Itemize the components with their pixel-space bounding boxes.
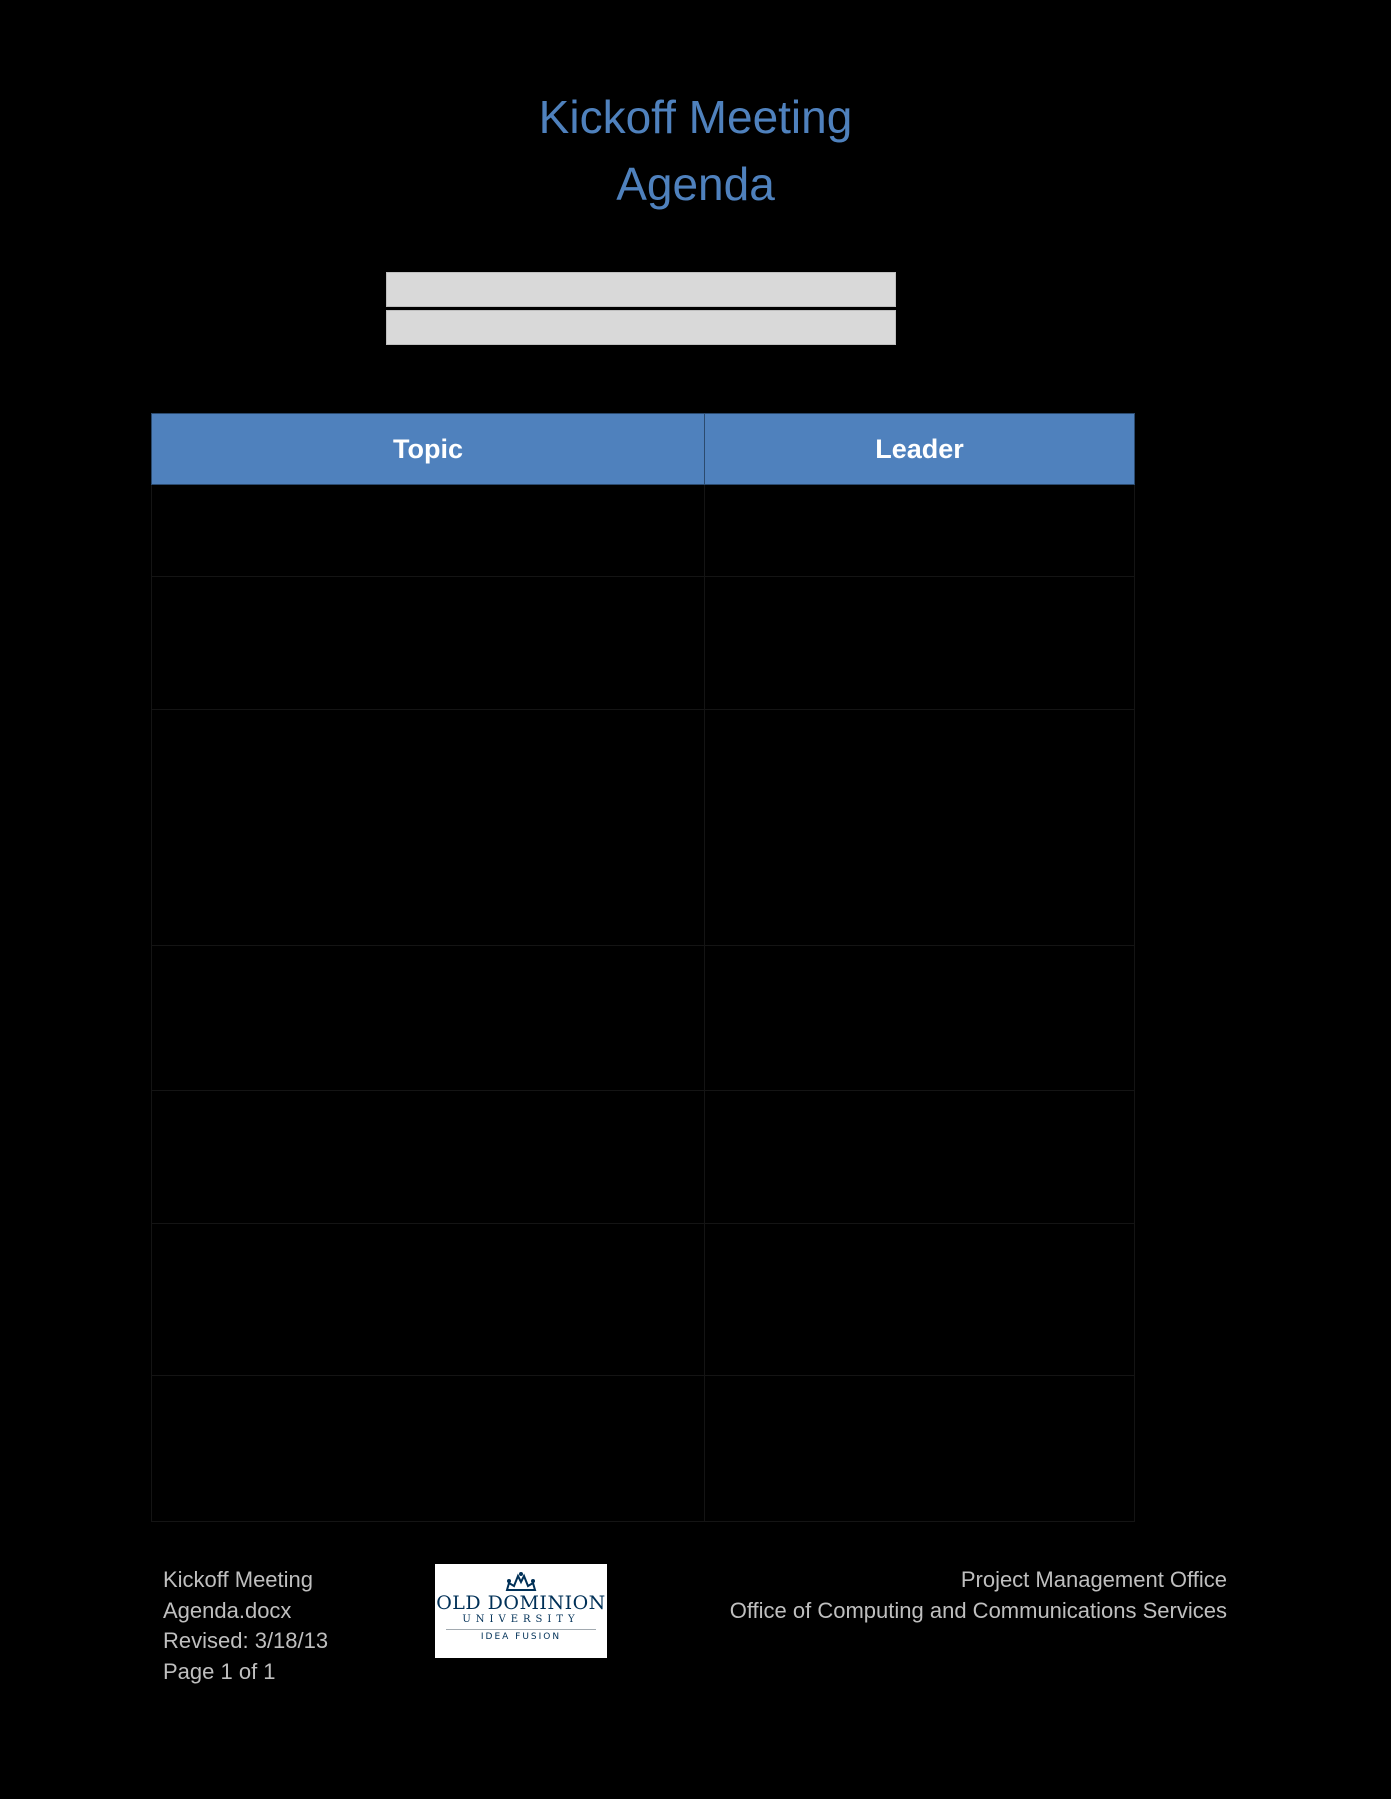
topic-question: What might get in the way of success? — [164, 1297, 540, 1322]
footer-doc-title: Kickoff Meeting — [163, 1567, 314, 1592]
agenda-row — [152, 485, 1135, 577]
subitem-marker: 1. — [213, 988, 232, 1014]
topic-cell — [152, 710, 705, 946]
subitem-marker: 3. — [213, 1049, 232, 1075]
leader-column-header: Leader — [705, 414, 1135, 485]
subitem-text: Project Teams — [244, 1133, 383, 1159]
subitem-marker: - — [224, 1418, 232, 1444]
topic-subitem — [164, 1017, 694, 1048]
topic-title: Review team member roles & responsibilities — [164, 1103, 603, 1128]
agenda-row — [152, 577, 1135, 710]
topic-cell — [152, 485, 705, 577]
subitem-text: Steering committee (if needed) — [244, 1194, 545, 1220]
document-title-line1: Kickoff Meeting — [538, 91, 853, 143]
topic-title: Identify stakeholders — [164, 722, 366, 747]
subitem-marker: 2. — [213, 650, 232, 675]
leader-cell — [705, 1224, 1135, 1376]
topic-cell — [152, 1224, 705, 1376]
subitem-marker: 2. — [213, 783, 232, 808]
topic-subitem — [164, 1447, 694, 1478]
document-title-line2: Agenda — [616, 158, 775, 210]
logo-university-word: UNIVERSITY — [462, 1614, 580, 1625]
leader-name: Technical Lead — [847, 988, 994, 1014]
subitem-text: Advisory groups (if needed) — [244, 1164, 514, 1189]
leader-cell — [705, 1091, 1135, 1224]
topic-subitem — [164, 679, 694, 710]
leader-cell — [705, 710, 1135, 946]
subitem-text: Team communications — [244, 1418, 463, 1444]
footer-document-info — [163, 1565, 328, 1687]
agenda-row — [152, 946, 1135, 1091]
subitem-marker: 2. — [213, 1019, 232, 1044]
subitem-text: Frequency of team meetings — [244, 1449, 523, 1474]
subitem-marker: 3. — [213, 680, 232, 706]
topic-cell — [152, 1376, 705, 1522]
agenda-header-row — [152, 414, 1135, 485]
agenda-table — [151, 413, 1135, 1522]
leader-name: Project Manager — [839, 722, 1002, 747]
leader-cell — [705, 946, 1135, 1091]
subitem-text: Who are the key stakeholders - Sponsor and/or other decision makers who represent constituencies that will be impacted, and whose support is critical to the success of the project? — [244, 783, 686, 930]
leader-cell — [705, 485, 1135, 577]
topic-cell — [152, 1091, 705, 1224]
subitem-marker: 1. — [213, 619, 232, 645]
topic-cell — [152, 946, 705, 1091]
subitem-marker: 2. — [213, 1164, 232, 1189]
logo-university-name: OLD DOMINION — [436, 1592, 606, 1614]
topic-subitem — [164, 1162, 694, 1193]
topic-subitem — [164, 648, 694, 679]
footer-office-info — [730, 1565, 1227, 1626]
footer-revised-date: Revised: 3/18/13 — [163, 1628, 329, 1653]
subitem-marker: 1. — [213, 1133, 232, 1159]
topic-title: Review other potential issues, risks, questions and concerns — [164, 1236, 657, 1292]
topic-subitem — [164, 751, 694, 782]
footer-doc-filename: Agenda.docx — [163, 1597, 292, 1623]
leader-name: Project Manager — [839, 1103, 1002, 1128]
subitem-marker: - — [224, 1449, 232, 1474]
agenda-row — [152, 1091, 1135, 1224]
topic-question: How could we address those concerns? — [164, 1327, 553, 1353]
leader-cell — [705, 1376, 1135, 1522]
topic-title: Review project objectives — [164, 958, 413, 983]
agenda-row — [152, 710, 1135, 946]
topic-subitem — [164, 1193, 694, 1224]
leader-name: Project Manager — [839, 1388, 1002, 1413]
subitem-text: What we have today — [244, 619, 444, 645]
crown-icon — [504, 1570, 538, 1592]
topic-cell — [152, 577, 705, 710]
project-name-field[interactable] — [386, 272, 896, 307]
topic-subitem — [164, 618, 694, 649]
subitem-text: Objectives — [244, 988, 347, 1014]
subitem-text: Who is impacted? — [244, 752, 419, 778]
project-name-label: Project Name — [163, 271, 327, 301]
subitem-marker: 1. — [213, 752, 232, 778]
subitem-text: Deliverables — [244, 1019, 366, 1044]
logo-divider — [446, 1629, 596, 1630]
topic-subitem — [164, 1132, 694, 1163]
footer-page-number: Page 1 of 1 — [163, 1658, 276, 1684]
leader-name: Project Sponsor — [842, 589, 999, 614]
topic-subitem — [164, 1048, 694, 1079]
topic-subitem — [164, 781, 694, 934]
leader-cell — [705, 577, 1135, 710]
subitem-marker: 3. — [213, 1194, 232, 1220]
subitem-text: Why we need to change — [244, 650, 481, 675]
topic-title: Identify next steps and timing — [164, 1388, 449, 1413]
agenda-row — [152, 1224, 1135, 1376]
subitem-text: Assumption — [244, 1049, 359, 1075]
footer-office-name: Project Management Office — [960, 1567, 1227, 1592]
leader-name: Project Manager — [839, 497, 1002, 522]
leader-name: Project Manager — [839, 958, 1002, 983]
kickoff-date-field[interactable] — [386, 310, 896, 345]
topic-column-header: Topic — [152, 414, 705, 485]
topic-subitem — [164, 987, 694, 1018]
kickoff-date-label: Kickoff Date — [163, 310, 309, 340]
logo-tagline: IDEA FUSION — [480, 1632, 562, 1642]
topic-subitem — [164, 1417, 694, 1448]
topic-title: Discuss project background — [164, 589, 435, 614]
subitem-text: What are the key measures of success? — [244, 680, 636, 706]
agenda-row — [152, 1376, 1135, 1522]
topic-title: Introduce and welcome team members — [164, 497, 545, 522]
footer-department-name: Office of Computing and Communications Services — [729, 1597, 1227, 1623]
university-logo — [435, 1564, 607, 1658]
leader-name: Project Manager — [839, 1236, 1002, 1261]
